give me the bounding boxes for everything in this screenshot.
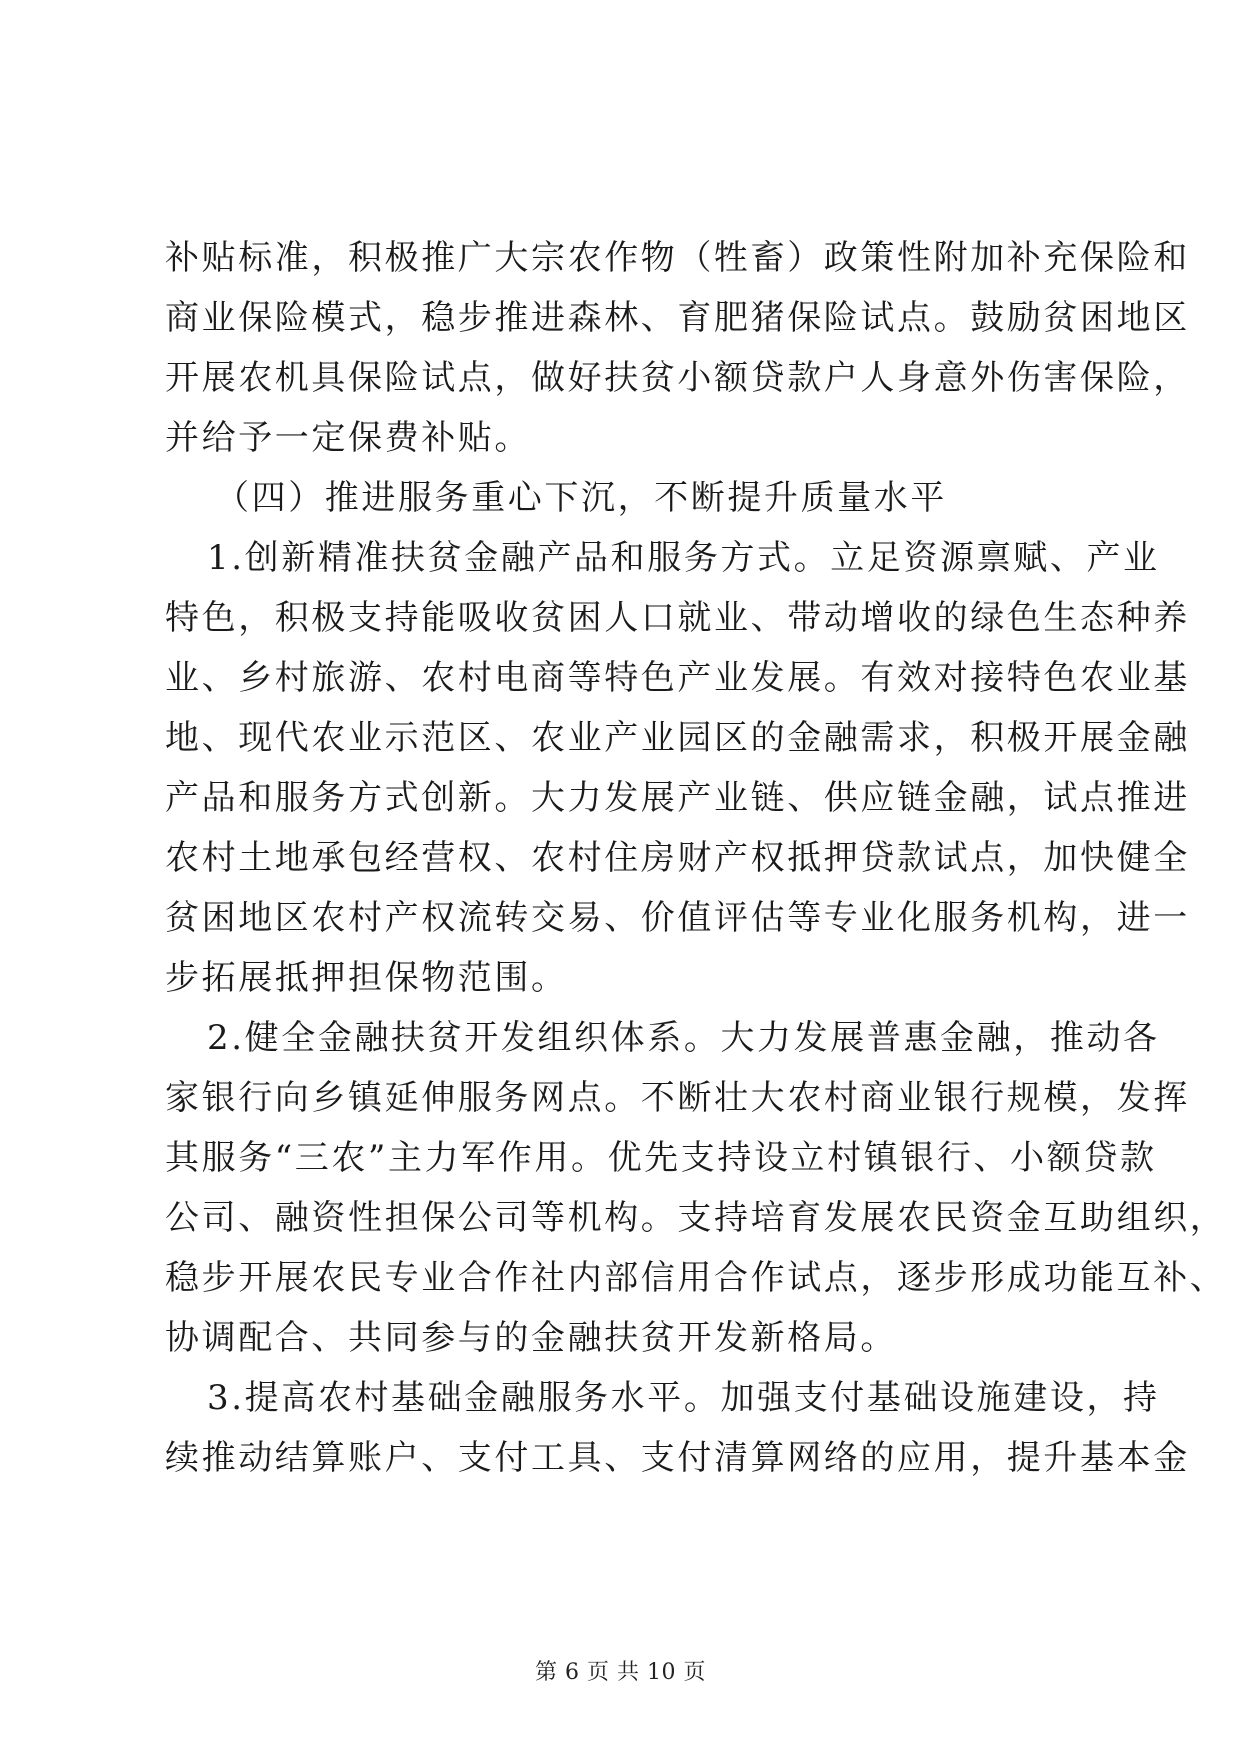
- text-line: 贫困地区农村产权流转交易、价值评估等专业化服务机构，进一: [165, 898, 1190, 938]
- text-line: 产品和服务方式创新。大力发展产业链、供应链金融，试点推进: [165, 778, 1190, 818]
- text-line: 地、现代农业示范区、农业产业园区的金融需求，积极开展金融: [165, 718, 1190, 758]
- text-line: 开展农机具保险试点，做好扶贫小额贷款户人身意外伤害保险，: [165, 358, 1190, 398]
- paragraph-first-line: 3.提高农村基础金融服务水平。加强支付基础设施建设，持: [207, 1378, 1160, 1418]
- page-number-footer: 第 6 页 共 10 页: [535, 1660, 706, 1685]
- text-line: 公司、融资性担保公司等机构。支持培育发展农民资金互助组织，: [165, 1198, 1227, 1238]
- text-line: 步拓展抵押担保物范围。: [165, 958, 568, 998]
- text-line: 续推动结算账户、支付工具、支付清算网络的应用，提升基本金: [165, 1438, 1190, 1478]
- paragraph-first-line: 1.创新精准扶贫金融产品和服务方式。立足资源禀赋、产业: [207, 538, 1160, 578]
- text-line: 业、乡村旅游、农村电商等特色产业发展。有效对接特色农业基: [165, 658, 1190, 698]
- section-heading: （四）推进服务重心下沉，不断提升质量水平: [215, 478, 947, 518]
- document-body: [165, 228, 1227, 1488]
- text-line: 农村土地承包经营权、农村住房财产权抵押贷款试点，加快健全: [165, 838, 1190, 878]
- text-line: 商业保险模式，稳步推进森林、育肥猪保险试点。鼓励贫困地区: [165, 298, 1190, 338]
- text-line: 稳步开展农民专业合作社内部信用合作试点，逐步形成功能互补、: [165, 1258, 1227, 1298]
- text-line: 补贴标准，积极推广大宗农作物（牲畜）政策性附加补充保险和: [165, 238, 1190, 278]
- text-line: 协调配合、共同参与的金融扶贫开发新格局。: [165, 1318, 897, 1358]
- paragraph-first-line: 2.健全金融扶贫开发组织体系。大力发展普惠金融，推动各: [207, 1018, 1160, 1058]
- text-line: 家银行向乡镇延伸服务网点。不断壮大农村商业银行规模，发挥: [165, 1078, 1190, 1118]
- text-line: 并给予一定保费补贴。: [165, 418, 531, 458]
- text-line: 特色，积极支持能吸收贫困人口就业、带动增收的绿色生态种养: [165, 598, 1190, 638]
- text-line: 其服务“三农”主力军作用。优先支持设立村镇银行、小额贷款: [165, 1138, 1157, 1178]
